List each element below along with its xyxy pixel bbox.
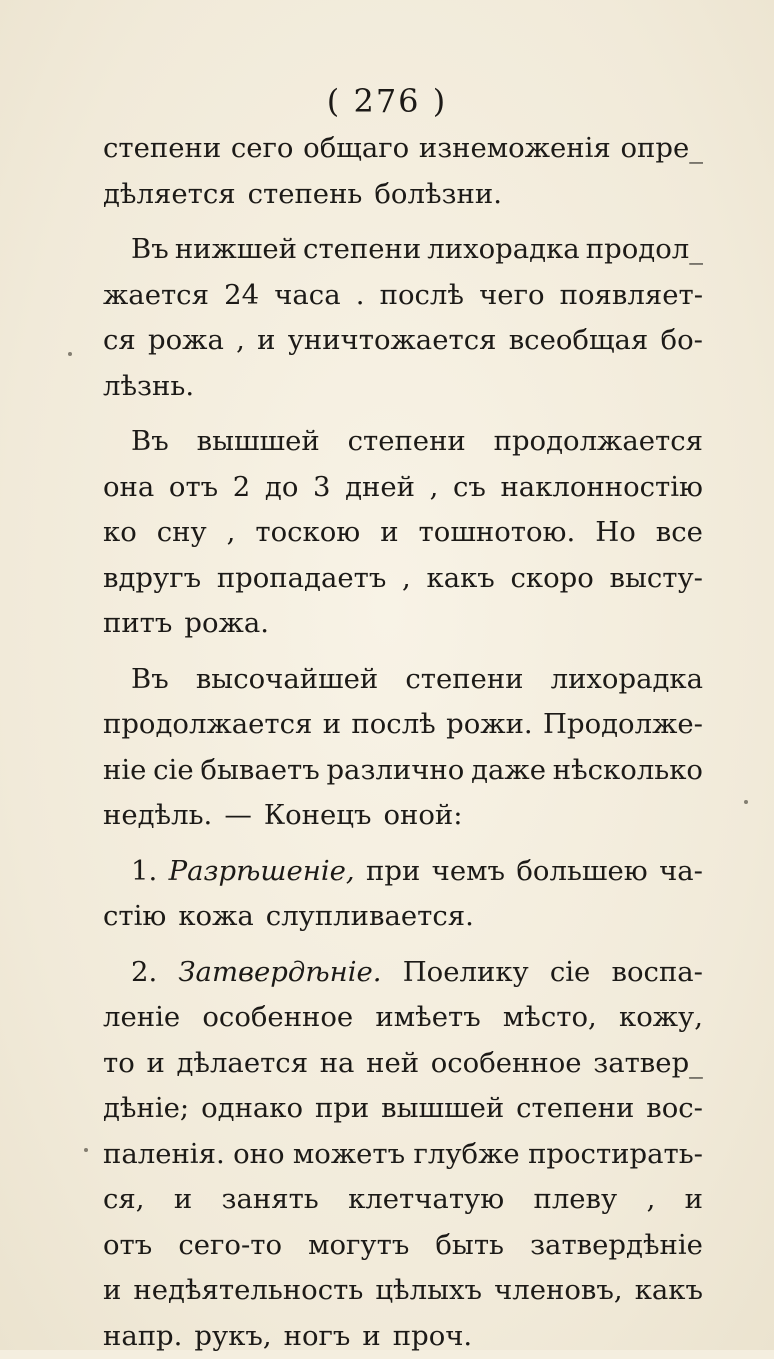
word: быть — [435, 1223, 504, 1269]
word: даже — [471, 748, 546, 794]
word: 2 — [233, 465, 251, 511]
ink-speck — [84, 1148, 88, 1152]
word: степени — [348, 419, 466, 465]
word: тошнотою. — [419, 510, 576, 556]
word: Въ — [131, 419, 169, 465]
text-line — [103, 126, 703, 172]
word: . — [356, 273, 365, 319]
word: чемъ — [432, 849, 505, 895]
word: сну — [157, 510, 207, 556]
text-line — [103, 950, 703, 996]
word: простирать- — [528, 1132, 703, 1178]
word: продолжается — [494, 419, 703, 465]
word: затвер_ — [593, 1041, 703, 1087]
word: продол_ — [586, 227, 703, 273]
word: вос- — [646, 1086, 703, 1132]
word: нѣсколько — [553, 748, 703, 794]
word: Затвердѣніе. — [178, 950, 381, 996]
word: послѣ — [380, 273, 464, 319]
word: , — [227, 510, 236, 556]
word: ней — [366, 1041, 419, 1087]
text-line — [103, 364, 703, 410]
word: ся — [103, 318, 136, 364]
word: чего — [479, 273, 544, 319]
word: ко — [103, 510, 137, 556]
word: 24 — [224, 273, 259, 319]
text-line — [103, 1041, 703, 1087]
word: рожа. — [184, 601, 269, 647]
text-line — [103, 657, 703, 703]
word: дѣлается — [176, 1041, 308, 1087]
word: лѣзнь. — [103, 364, 194, 410]
word: 2. — [131, 950, 157, 996]
word: степень — [248, 172, 363, 218]
page-number: ( 276 ) — [0, 82, 774, 120]
word: сего — [231, 126, 294, 172]
word: вышшей — [197, 419, 320, 465]
word: продолжается — [103, 702, 312, 748]
word: общаго — [303, 126, 409, 172]
word: цѣлыхъ — [375, 1268, 482, 1314]
word: и — [380, 510, 398, 556]
word: ся, — [103, 1177, 145, 1223]
word: оно — [233, 1132, 284, 1178]
text-line — [103, 793, 703, 839]
word: и — [103, 1268, 121, 1314]
word: степени — [405, 657, 523, 703]
word: какъ — [635, 1268, 703, 1314]
word: паленія. — [103, 1132, 225, 1178]
word: , — [402, 556, 411, 602]
word: послѣ — [351, 702, 435, 748]
word: — — [224, 793, 252, 839]
text-line — [103, 1086, 703, 1132]
word: жается — [103, 273, 209, 319]
text-line — [103, 894, 703, 940]
text-line — [103, 702, 703, 748]
word: на — [320, 1041, 355, 1087]
word: скоро — [510, 556, 593, 602]
word: лихорадка — [551, 657, 703, 703]
word: и — [174, 1177, 192, 1223]
word: какъ — [427, 556, 495, 602]
text-line — [103, 510, 703, 556]
word: дѣляется — [103, 172, 236, 218]
word: сего-то — [178, 1223, 282, 1269]
word: , — [647, 1177, 656, 1223]
word: при — [315, 1086, 369, 1132]
word: Продолже- — [543, 702, 703, 748]
word: высочайшей — [196, 657, 378, 703]
word: ча- — [659, 849, 703, 895]
word: и — [257, 318, 275, 364]
word: , — [236, 318, 245, 364]
word: ніе — [103, 748, 146, 794]
word: и — [685, 1177, 703, 1223]
text-line — [103, 1177, 703, 1223]
word: питъ — [103, 601, 172, 647]
word: все — [656, 510, 703, 556]
word: отъ — [169, 465, 218, 511]
word: проч. — [393, 1314, 472, 1359]
word: 3 — [313, 465, 331, 511]
word: особенное — [431, 1041, 582, 1087]
word: вышшей — [381, 1086, 504, 1132]
word: Но — [595, 510, 636, 556]
word: то — [103, 1041, 135, 1087]
word: различно — [326, 748, 464, 794]
word: глубже — [414, 1132, 520, 1178]
word: изнеможенія — [419, 126, 611, 172]
word: съ — [453, 465, 486, 511]
word: напр. — [103, 1314, 182, 1359]
text-line — [103, 227, 703, 273]
word: стію — [103, 894, 166, 940]
text-line — [103, 465, 703, 511]
word: вдругъ — [103, 556, 201, 602]
word: воспа- — [612, 950, 703, 996]
word: имѣетъ — [375, 995, 480, 1041]
word: при — [366, 849, 420, 895]
text-line — [103, 1314, 703, 1359]
ink-speck — [744, 800, 748, 804]
word: и — [362, 1314, 380, 1359]
word: тоскою — [255, 510, 360, 556]
text-line — [103, 172, 703, 218]
word: кожа — [178, 894, 253, 940]
word: бываетъ — [200, 748, 319, 794]
word: степени — [303, 227, 421, 273]
word: степени — [103, 126, 221, 172]
word: всеобщая — [509, 318, 649, 364]
word: сіе — [550, 950, 590, 996]
word: рукъ, — [194, 1314, 271, 1359]
text-line — [103, 273, 703, 319]
text-line — [103, 748, 703, 794]
word: отъ — [103, 1223, 152, 1269]
word: она — [103, 465, 154, 511]
text-line — [103, 1132, 703, 1178]
word: дѣніе; — [103, 1086, 189, 1132]
word: недѣятельность — [133, 1268, 363, 1314]
word: занять — [222, 1177, 319, 1223]
word: плеву — [533, 1177, 617, 1223]
word: рожа — [148, 318, 224, 364]
text-line — [103, 556, 703, 602]
word: клетчатую — [348, 1177, 504, 1223]
word: слупливается. — [266, 894, 474, 940]
word: особенное — [202, 995, 353, 1041]
word: Конецъ — [264, 793, 372, 839]
word: часа — [274, 273, 340, 319]
word: дней — [345, 465, 415, 511]
word: пропадаетъ — [217, 556, 387, 602]
word: Въ — [131, 657, 169, 703]
word: кожу, — [619, 995, 703, 1041]
word: и — [146, 1041, 164, 1087]
word: нижшей — [175, 227, 297, 273]
word: наклонностію — [500, 465, 703, 511]
text-line — [103, 1268, 703, 1314]
word: лихорадка — [427, 227, 579, 273]
ink-speck — [68, 352, 72, 356]
text-line — [103, 849, 703, 895]
word: бо- — [661, 318, 703, 364]
word: до — [265, 465, 299, 511]
word: Поелику — [403, 950, 529, 996]
word: болѣзни. — [374, 172, 502, 218]
text-line — [103, 601, 703, 647]
word: степени — [516, 1086, 634, 1132]
word: членовъ, — [494, 1268, 623, 1314]
word: однако — [201, 1086, 303, 1132]
word: Въ — [131, 227, 169, 273]
word: , — [430, 465, 439, 511]
word: рожи. — [446, 702, 533, 748]
body-text — [103, 126, 703, 1359]
word: высту- — [610, 556, 703, 602]
word: 1. — [131, 849, 157, 895]
word: Разрѣшеніе, — [169, 849, 355, 895]
word: могутъ — [308, 1223, 409, 1269]
text-line — [103, 995, 703, 1041]
word: леніе — [103, 995, 180, 1041]
word: сіе — [153, 748, 193, 794]
word: недѣль. — [103, 793, 212, 839]
word: опре_ — [620, 126, 703, 172]
word: ногъ — [284, 1314, 351, 1359]
word: появляет- — [560, 273, 703, 319]
text-line — [103, 419, 703, 465]
word: затвердѣніе — [530, 1223, 703, 1269]
text-line — [103, 318, 703, 364]
word: большею — [516, 849, 647, 895]
word: и — [323, 702, 341, 748]
text-line — [103, 1223, 703, 1269]
word: уничтожается — [288, 318, 497, 364]
word: можетъ — [293, 1132, 405, 1178]
word: мѣсто, — [503, 995, 597, 1041]
word: оной: — [383, 793, 462, 839]
